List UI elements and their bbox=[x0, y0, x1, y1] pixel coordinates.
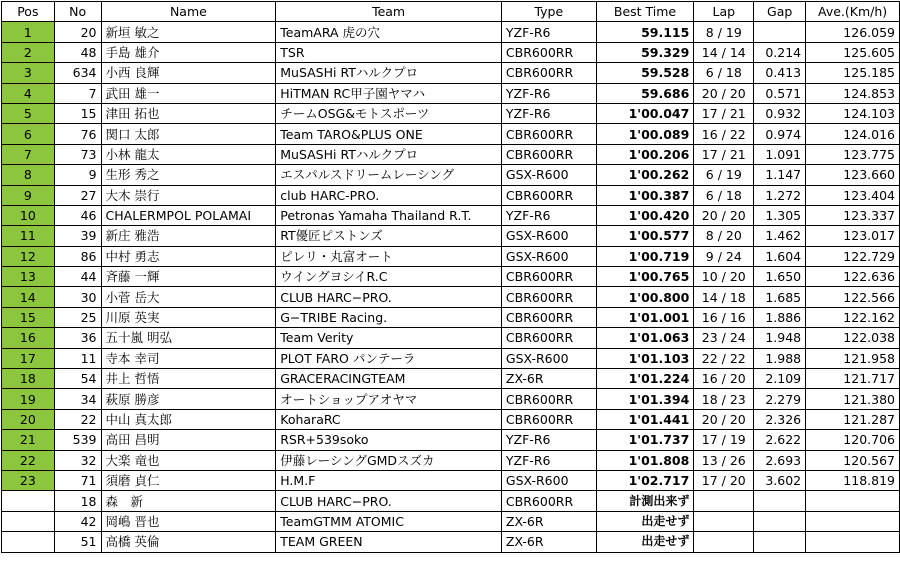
lap-cell: 23 / 24 bbox=[694, 328, 754, 348]
lap-cell: 13 / 26 bbox=[694, 450, 754, 470]
rider-name-cell: 中山 真太郎 bbox=[101, 409, 276, 429]
rider-name-cell: 中村 勇志 bbox=[101, 246, 276, 266]
number-cell: 34 bbox=[54, 389, 101, 409]
rider-name-cell: 五十嵐 明弘 bbox=[101, 328, 276, 348]
lap-cell: 16 / 20 bbox=[694, 369, 754, 389]
number-cell: 73 bbox=[54, 144, 101, 164]
number-cell: 46 bbox=[54, 205, 101, 225]
table-row bbox=[2, 307, 900, 327]
lap-cell: 6 / 18 bbox=[694, 63, 754, 83]
lap-cell: 6 / 19 bbox=[694, 165, 754, 185]
machine-type-cell: ZX-6R bbox=[501, 532, 596, 552]
number-cell: 30 bbox=[54, 287, 101, 307]
lap-cell: 20 / 20 bbox=[694, 83, 754, 103]
number-cell: 539 bbox=[54, 430, 101, 450]
gap-cell: 1.462 bbox=[754, 226, 806, 246]
lap-cell: 18 / 23 bbox=[694, 389, 754, 409]
gap-cell: 1.091 bbox=[754, 144, 806, 164]
machine-type-cell: CBR600RR bbox=[501, 185, 596, 205]
position-cell: 13 bbox=[2, 267, 55, 287]
average-speed-cell: 121.380 bbox=[806, 389, 900, 409]
team-cell: TeamARA 虎の穴 bbox=[276, 22, 502, 42]
header-gap: Gap bbox=[754, 2, 806, 22]
position-cell: 19 bbox=[2, 389, 55, 409]
machine-type-cell: GSX-R600 bbox=[501, 348, 596, 368]
gap-cell: 0.413 bbox=[754, 63, 806, 83]
lap-cell: 17 / 21 bbox=[694, 103, 754, 123]
position-cell: 6 bbox=[2, 124, 55, 144]
gap-cell: 1.685 bbox=[754, 287, 806, 307]
gap-cell: 2.622 bbox=[754, 430, 806, 450]
average-speed-cell bbox=[806, 511, 900, 531]
table-row bbox=[2, 409, 900, 429]
machine-type-cell: ZX-6R bbox=[501, 511, 596, 531]
table-row bbox=[2, 491, 900, 511]
table-row bbox=[2, 470, 900, 490]
table-row bbox=[2, 103, 900, 123]
gap-cell: 0.214 bbox=[754, 42, 806, 62]
best-time-cell: 出走せず bbox=[596, 511, 694, 531]
lap-cell: 17 / 20 bbox=[694, 470, 754, 490]
team-cell: 伊藤レーシングGMDスズカ bbox=[276, 450, 502, 470]
machine-type-cell: CBR600RR bbox=[501, 42, 596, 62]
table-row bbox=[2, 226, 900, 246]
team-cell: H.M.F bbox=[276, 470, 502, 490]
team-cell: Team Verity bbox=[276, 328, 502, 348]
gap-cell: 1.604 bbox=[754, 246, 806, 266]
gap-cell: 0.974 bbox=[754, 124, 806, 144]
number-cell: 7 bbox=[54, 83, 101, 103]
rider-name-cell: 新垣 敏之 bbox=[101, 22, 276, 42]
number-cell: 54 bbox=[54, 369, 101, 389]
table-row bbox=[2, 511, 900, 531]
rider-name-cell: 小西 良輝 bbox=[101, 63, 276, 83]
gap-cell bbox=[754, 511, 806, 531]
team-cell: Petronas Yamaha Thailand R.T. bbox=[276, 205, 502, 225]
best-time-cell: 1'01.001 bbox=[596, 307, 694, 327]
average-speed-cell: 121.958 bbox=[806, 348, 900, 368]
number-cell: 32 bbox=[54, 450, 101, 470]
header-name: Name bbox=[101, 2, 276, 22]
position-cell bbox=[2, 491, 55, 511]
position-cell: 4 bbox=[2, 83, 55, 103]
machine-type-cell: YZF-R6 bbox=[501, 430, 596, 450]
lap-cell: 17 / 21 bbox=[694, 144, 754, 164]
rider-name-cell: 大楽 竜也 bbox=[101, 450, 276, 470]
position-cell: 21 bbox=[2, 430, 55, 450]
team-cell: エスパルスドリームレーシング bbox=[276, 165, 502, 185]
number-cell: 22 bbox=[54, 409, 101, 429]
average-speed-cell bbox=[806, 491, 900, 511]
table-row bbox=[2, 63, 900, 83]
lap-cell bbox=[694, 491, 754, 511]
average-speed-cell: 120.706 bbox=[806, 430, 900, 450]
gap-cell bbox=[754, 22, 806, 42]
rider-name-cell: 生形 秀之 bbox=[101, 165, 276, 185]
machine-type-cell: CBR600RR bbox=[501, 63, 596, 83]
best-time-cell: 1'00.047 bbox=[596, 103, 694, 123]
team-cell: TSR bbox=[276, 42, 502, 62]
team-cell: CLUB HARC−PRO. bbox=[276, 491, 502, 511]
position-cell: 23 bbox=[2, 470, 55, 490]
position-cell: 10 bbox=[2, 205, 55, 225]
machine-type-cell: YZF-R6 bbox=[501, 450, 596, 470]
best-time-cell: 1'02.717 bbox=[596, 470, 694, 490]
table-row bbox=[2, 430, 900, 450]
team-cell: RSR+539soko bbox=[276, 430, 502, 450]
rider-name-cell: CHALERMPOL POLAMAI bbox=[101, 205, 276, 225]
rider-name-cell: 高橋 英倫 bbox=[101, 532, 276, 552]
machine-type-cell: YZF-R6 bbox=[501, 103, 596, 123]
rider-name-cell: 津田 拓也 bbox=[101, 103, 276, 123]
machine-type-cell: GSX-R600 bbox=[501, 246, 596, 266]
best-time-cell: 1'01.394 bbox=[596, 389, 694, 409]
position-cell: 16 bbox=[2, 328, 55, 348]
number-cell: 71 bbox=[54, 470, 101, 490]
gap-cell: 1.272 bbox=[754, 185, 806, 205]
best-time-cell: 1'00.420 bbox=[596, 205, 694, 225]
lap-cell: 10 / 20 bbox=[694, 267, 754, 287]
number-cell: 44 bbox=[54, 267, 101, 287]
average-speed-cell: 123.017 bbox=[806, 226, 900, 246]
best-time-cell: 1'00.765 bbox=[596, 267, 694, 287]
rider-name-cell: 関口 太郎 bbox=[101, 124, 276, 144]
rider-name-cell: 小菅 岳大 bbox=[101, 287, 276, 307]
average-speed-cell: 120.567 bbox=[806, 450, 900, 470]
rider-name-cell: 新庄 雅浩 bbox=[101, 226, 276, 246]
table-row bbox=[2, 348, 900, 368]
position-cell: 9 bbox=[2, 185, 55, 205]
average-speed-cell: 124.103 bbox=[806, 103, 900, 123]
machine-type-cell: YZF-R6 bbox=[501, 22, 596, 42]
machine-type-cell: GSX-R600 bbox=[501, 226, 596, 246]
table-row bbox=[2, 205, 900, 225]
number-cell: 9 bbox=[54, 165, 101, 185]
team-cell: ピレリ・丸富オート bbox=[276, 246, 502, 266]
rider-name-cell: 手島 雄介 bbox=[101, 42, 276, 62]
team-cell: GRACERACINGTEAM bbox=[276, 369, 502, 389]
average-speed-cell: 123.404 bbox=[806, 185, 900, 205]
table-body bbox=[2, 22, 900, 552]
team-cell: MuSASHi RTハルクプロ bbox=[276, 144, 502, 164]
rider-name-cell: 須磨 貞仁 bbox=[101, 470, 276, 490]
gap-cell: 2.279 bbox=[754, 389, 806, 409]
gap-cell: 1.988 bbox=[754, 348, 806, 368]
team-cell: PLOT FARO パンテーラ bbox=[276, 348, 502, 368]
position-cell: 15 bbox=[2, 307, 55, 327]
team-cell: チームOSG&モトスポーツ bbox=[276, 103, 502, 123]
team-cell: G−TRIBE Racing. bbox=[276, 307, 502, 327]
results-table bbox=[1, 1, 900, 553]
number-cell: 20 bbox=[54, 22, 101, 42]
average-speed-cell bbox=[806, 532, 900, 552]
number-cell: 86 bbox=[54, 246, 101, 266]
team-cell: オートショップアオヤマ bbox=[276, 389, 502, 409]
best-time-cell: 計測出来ず bbox=[596, 491, 694, 511]
best-time-cell: 1'00.719 bbox=[596, 246, 694, 266]
machine-type-cell: GSX-R600 bbox=[501, 165, 596, 185]
best-time-cell: 1'00.800 bbox=[596, 287, 694, 307]
lap-cell: 6 / 18 bbox=[694, 185, 754, 205]
machine-type-cell: CBR600RR bbox=[501, 328, 596, 348]
team-cell: MuSASHi RTハルクプロ bbox=[276, 63, 502, 83]
header-team: Team bbox=[276, 2, 502, 22]
lap-cell: 22 / 22 bbox=[694, 348, 754, 368]
average-speed-cell: 123.337 bbox=[806, 205, 900, 225]
best-time-cell: 59.686 bbox=[596, 83, 694, 103]
lap-cell: 9 / 24 bbox=[694, 246, 754, 266]
table-header bbox=[2, 2, 900, 22]
position-cell: 12 bbox=[2, 246, 55, 266]
team-cell: CLUB HARC−PRO. bbox=[276, 287, 502, 307]
gap-cell: 2.109 bbox=[754, 369, 806, 389]
lap-cell: 8 / 20 bbox=[694, 226, 754, 246]
average-speed-cell: 121.287 bbox=[806, 409, 900, 429]
lap-cell bbox=[694, 532, 754, 552]
gap-cell: 1.650 bbox=[754, 267, 806, 287]
team-cell: HiTMAN RC甲子園ヤマハ bbox=[276, 83, 502, 103]
position-cell: 18 bbox=[2, 369, 55, 389]
average-speed-cell: 126.059 bbox=[806, 22, 900, 42]
table-row bbox=[2, 124, 900, 144]
team-cell: Team TARO&PLUS ONE bbox=[276, 124, 502, 144]
position-cell bbox=[2, 511, 55, 531]
position-cell: 17 bbox=[2, 348, 55, 368]
position-cell: 14 bbox=[2, 287, 55, 307]
lap-cell: 14 / 18 bbox=[694, 287, 754, 307]
lap-cell: 17 / 19 bbox=[694, 430, 754, 450]
machine-type-cell: CBR600RR bbox=[501, 287, 596, 307]
best-time-cell: 1'00.262 bbox=[596, 165, 694, 185]
gap-cell: 3.602 bbox=[754, 470, 806, 490]
number-cell: 36 bbox=[54, 328, 101, 348]
rider-name-cell: 川原 英実 bbox=[101, 307, 276, 327]
best-time-cell: 1'01.808 bbox=[596, 450, 694, 470]
machine-type-cell: GSX-R600 bbox=[501, 470, 596, 490]
lap-cell: 8 / 19 bbox=[694, 22, 754, 42]
number-cell: 25 bbox=[54, 307, 101, 327]
best-time-cell: 1'01.063 bbox=[596, 328, 694, 348]
average-speed-cell: 118.819 bbox=[806, 470, 900, 490]
rider-name-cell: 武田 雄一 bbox=[101, 83, 276, 103]
table-row bbox=[2, 22, 900, 42]
average-speed-cell: 122.162 bbox=[806, 307, 900, 327]
machine-type-cell: CBR600RR bbox=[501, 307, 596, 327]
best-time-cell: 59.528 bbox=[596, 63, 694, 83]
table-row bbox=[2, 450, 900, 470]
table-row bbox=[2, 287, 900, 307]
header-type: Type bbox=[501, 2, 596, 22]
header-row bbox=[2, 2, 900, 22]
rider-name-cell: 森 新 bbox=[101, 491, 276, 511]
position-cell: 1 bbox=[2, 22, 55, 42]
best-time-cell: 1'01.737 bbox=[596, 430, 694, 450]
best-time-cell: 1'00.387 bbox=[596, 185, 694, 205]
machine-type-cell: YZF-R6 bbox=[501, 83, 596, 103]
team-cell: TEAM GREEN bbox=[276, 532, 502, 552]
number-cell: 76 bbox=[54, 124, 101, 144]
gap-cell: 1.886 bbox=[754, 307, 806, 327]
position-cell: 22 bbox=[2, 450, 55, 470]
average-speed-cell: 123.775 bbox=[806, 144, 900, 164]
best-time-cell: 1'00.206 bbox=[596, 144, 694, 164]
average-speed-cell: 122.729 bbox=[806, 246, 900, 266]
header-pos: Pos bbox=[2, 2, 55, 22]
team-cell: club HARC-PRO. bbox=[276, 185, 502, 205]
number-cell: 634 bbox=[54, 63, 101, 83]
number-cell: 18 bbox=[54, 491, 101, 511]
lap-cell: 16 / 22 bbox=[694, 124, 754, 144]
table-row bbox=[2, 369, 900, 389]
table-row bbox=[2, 532, 900, 552]
lap-cell: 20 / 20 bbox=[694, 205, 754, 225]
header-lap: Lap bbox=[694, 2, 754, 22]
number-cell: 39 bbox=[54, 226, 101, 246]
machine-type-cell: CBR600RR bbox=[501, 124, 596, 144]
average-speed-cell: 125.605 bbox=[806, 42, 900, 62]
best-time-cell: 出走せず bbox=[596, 532, 694, 552]
rider-name-cell: 小林 龍太 bbox=[101, 144, 276, 164]
average-speed-cell: 125.185 bbox=[806, 63, 900, 83]
gap-cell: 0.932 bbox=[754, 103, 806, 123]
average-speed-cell: 123.660 bbox=[806, 165, 900, 185]
number-cell: 11 bbox=[54, 348, 101, 368]
average-speed-cell: 124.853 bbox=[806, 83, 900, 103]
header-no: No bbox=[54, 2, 101, 22]
rider-name-cell: 萩原 勝彦 bbox=[101, 389, 276, 409]
gap-cell: 2.693 bbox=[754, 450, 806, 470]
table-row bbox=[2, 144, 900, 164]
number-cell: 51 bbox=[54, 532, 101, 552]
number-cell: 15 bbox=[54, 103, 101, 123]
lap-cell: 20 / 20 bbox=[694, 409, 754, 429]
best-time-cell: 59.329 bbox=[596, 42, 694, 62]
table-row bbox=[2, 246, 900, 266]
lap-cell bbox=[694, 511, 754, 531]
team-cell: KoharaRC bbox=[276, 409, 502, 429]
table-row bbox=[2, 83, 900, 103]
rider-name-cell: 寺本 幸司 bbox=[101, 348, 276, 368]
table-row bbox=[2, 165, 900, 185]
position-cell: 20 bbox=[2, 409, 55, 429]
table-row bbox=[2, 185, 900, 205]
gap-cell: 1.948 bbox=[754, 328, 806, 348]
machine-type-cell: CBR600RR bbox=[501, 491, 596, 511]
best-time-cell: 1'01.441 bbox=[596, 409, 694, 429]
best-time-cell: 1'01.224 bbox=[596, 369, 694, 389]
machine-type-cell: ZX-6R bbox=[501, 369, 596, 389]
average-speed-cell: 122.566 bbox=[806, 287, 900, 307]
position-cell: 7 bbox=[2, 144, 55, 164]
machine-type-cell: CBR600RR bbox=[501, 409, 596, 429]
rider-name-cell: 斉藤 一輝 bbox=[101, 267, 276, 287]
table-row bbox=[2, 389, 900, 409]
lap-cell: 16 / 16 bbox=[694, 307, 754, 327]
gap-cell: 0.571 bbox=[754, 83, 806, 103]
gap-cell: 1.305 bbox=[754, 205, 806, 225]
position-cell: 3 bbox=[2, 63, 55, 83]
number-cell: 27 bbox=[54, 185, 101, 205]
machine-type-cell: CBR600RR bbox=[501, 144, 596, 164]
average-speed-cell: 122.636 bbox=[806, 267, 900, 287]
team-cell: TeamGTMM ATOMIC bbox=[276, 511, 502, 531]
lap-cell: 14 / 14 bbox=[694, 42, 754, 62]
gap-cell: 1.147 bbox=[754, 165, 806, 185]
gap-cell bbox=[754, 491, 806, 511]
machine-type-cell: CBR600RR bbox=[501, 389, 596, 409]
gap-cell bbox=[754, 532, 806, 552]
team-cell: ウイングヨシイR.C bbox=[276, 267, 502, 287]
machine-type-cell: YZF-R6 bbox=[501, 205, 596, 225]
average-speed-cell: 121.717 bbox=[806, 369, 900, 389]
position-cell: 8 bbox=[2, 165, 55, 185]
average-speed-cell: 124.016 bbox=[806, 124, 900, 144]
position-cell bbox=[2, 532, 55, 552]
team-cell: RT優匠ピストンズ bbox=[276, 226, 502, 246]
best-time-cell: 1'00.089 bbox=[596, 124, 694, 144]
rider-name-cell: 高田 昌明 bbox=[101, 430, 276, 450]
table-row bbox=[2, 42, 900, 62]
best-time-cell: 1'01.103 bbox=[596, 348, 694, 368]
best-time-cell: 59.115 bbox=[596, 22, 694, 42]
table-row bbox=[2, 267, 900, 287]
position-cell: 11 bbox=[2, 226, 55, 246]
position-cell: 2 bbox=[2, 42, 55, 62]
average-speed-cell: 122.038 bbox=[806, 328, 900, 348]
number-cell: 48 bbox=[54, 42, 101, 62]
table-row bbox=[2, 328, 900, 348]
rider-name-cell: 井上 哲悟 bbox=[101, 369, 276, 389]
position-cell: 5 bbox=[2, 103, 55, 123]
header-best-time: Best Time bbox=[596, 2, 694, 22]
header-ave-speed: Ave.(Km/h) bbox=[806, 2, 900, 22]
gap-cell: 2.326 bbox=[754, 409, 806, 429]
best-time-cell: 1'00.577 bbox=[596, 226, 694, 246]
number-cell: 42 bbox=[54, 511, 101, 531]
machine-type-cell: CBR600RR bbox=[501, 267, 596, 287]
rider-name-cell: 岡嶋 晋也 bbox=[101, 511, 276, 531]
rider-name-cell: 大木 崇行 bbox=[101, 185, 276, 205]
